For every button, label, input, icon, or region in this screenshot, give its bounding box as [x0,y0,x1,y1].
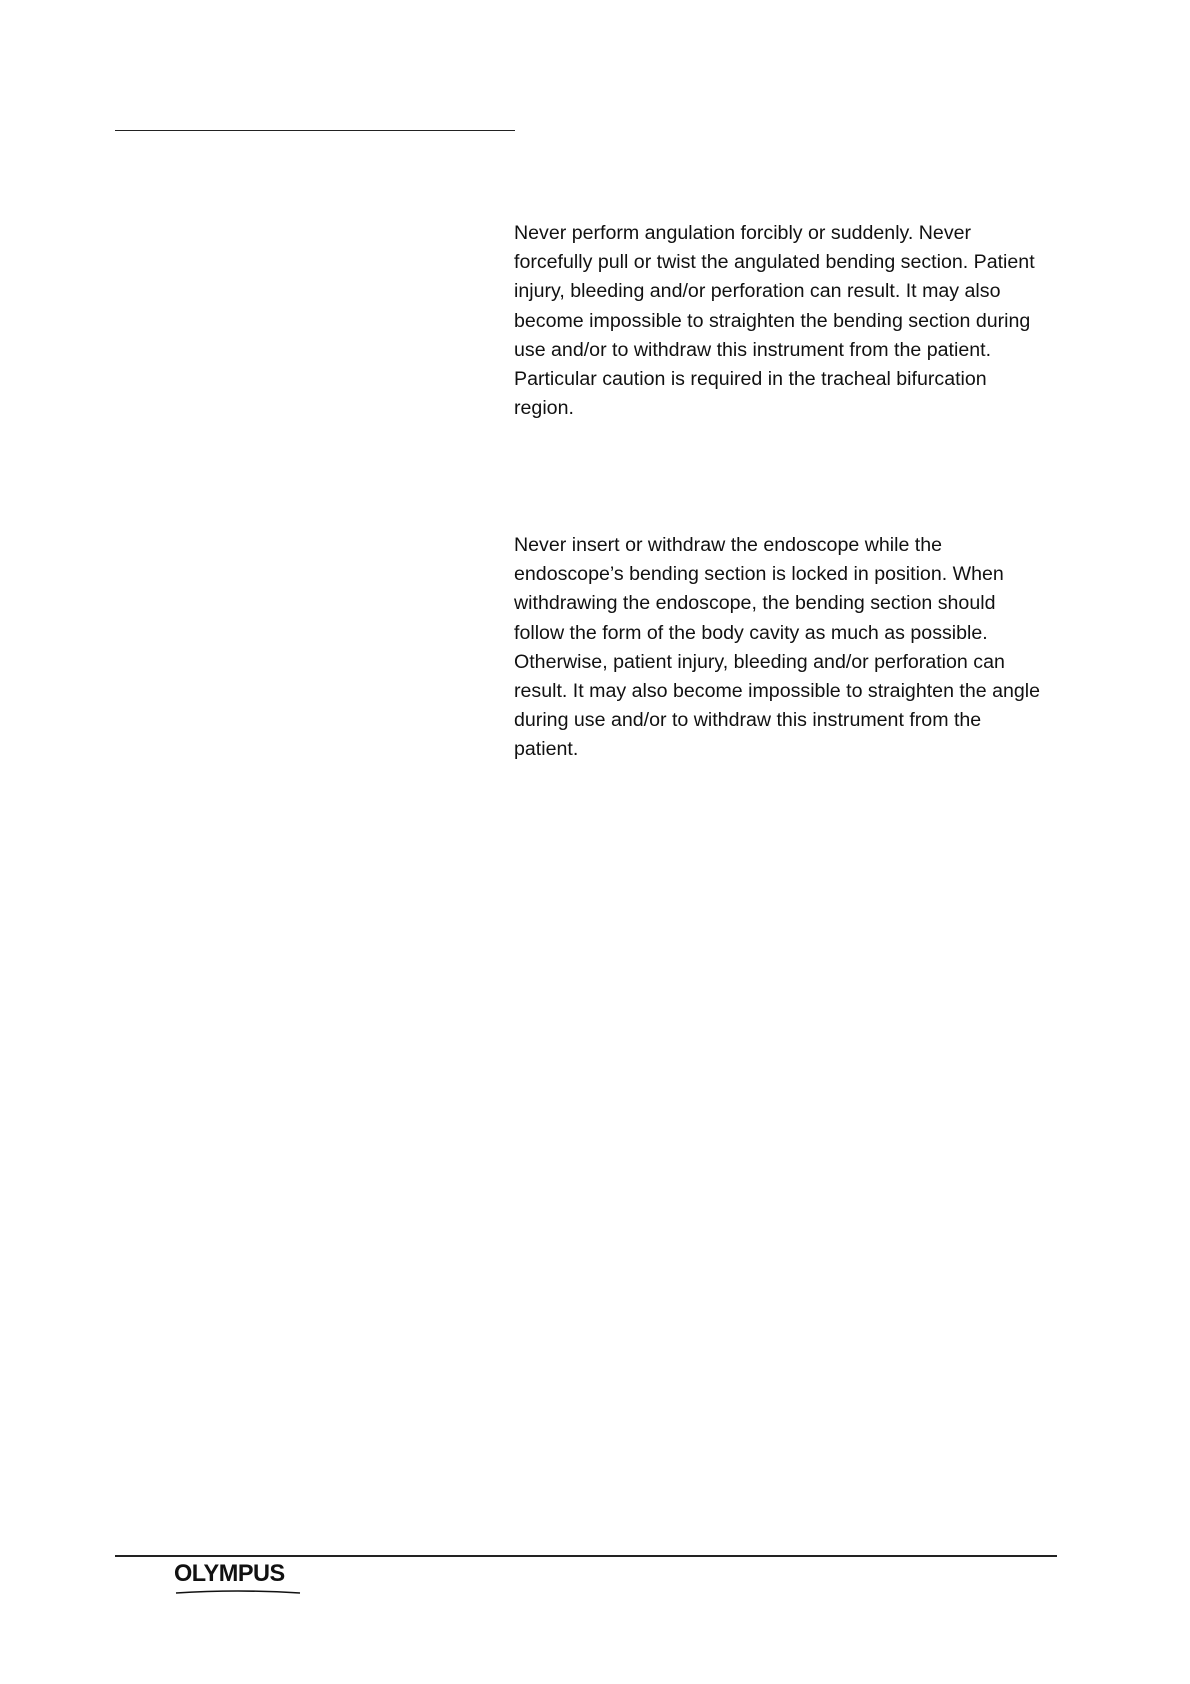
text-line: patient. [514,738,579,761]
header-divider [115,130,515,131]
logo-swoosh-icon [174,1588,302,1596]
footer-divider [115,1555,1057,1557]
text-line: become impossible to straighten the bending section during [514,309,1031,332]
text-line: Never perform angulation forcibly or suddenly. Never [514,222,972,244]
logo-wordmark: OLYMPUS [174,1560,285,1587]
text-line: Never insert or withdraw the endoscope while the [514,534,943,556]
text-line: endoscope’s bending section is locked in position. When [514,563,1004,586]
text-line: injury, bleeding and/or perforation can result. It may also [514,280,1001,303]
olympus-logo [174,1560,302,1596]
text-line: Particular caution is required in the tracheal bifurcation [514,368,987,391]
warning-paragraph-insertion [514,531,1054,765]
text-line: result. It may also become impossible to straighten the angle [514,680,1041,703]
text-line: use and/or to withdraw this instrument from the patient. [514,338,992,361]
text-line: follow the form of the body cavity as much as possible. [514,621,988,644]
text-line: forcefully pull or twist the angulated bending section. Patient [514,251,1035,274]
text-line: during use and/or to withdraw this instrument from the [514,709,982,732]
text-line: Otherwise, patient injury, bleeding and/or perforation can [514,650,1005,673]
text-line: withdrawing the endoscope, the bending section should [514,592,996,615]
text-line: region. [514,397,574,420]
warning-paragraph-angulation [514,219,1054,423]
